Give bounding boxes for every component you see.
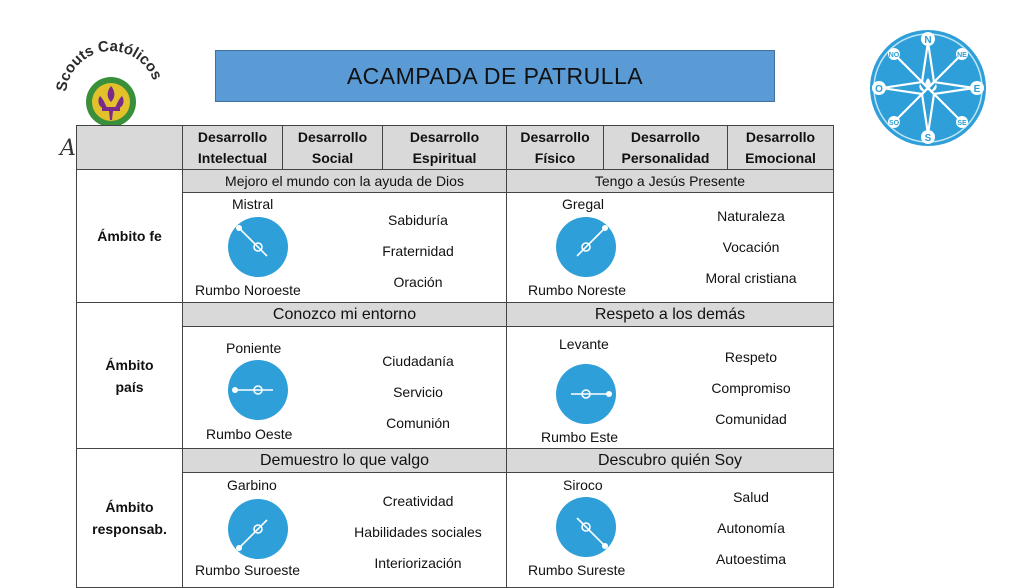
- row-label-line2: país: [115, 378, 144, 395]
- rumbo-label: Rumbo Suroeste: [195, 562, 301, 578]
- compass-northeast-icon: [555, 216, 617, 278]
- value-item: Comunidad: [715, 411, 787, 427]
- values-list: [333, 205, 503, 298]
- column-header-line2: Físico: [534, 149, 576, 166]
- value-item: Salud: [733, 489, 769, 505]
- script-fragment: A: [60, 136, 76, 161]
- values-list: [666, 342, 836, 435]
- value-item: Compromiso: [711, 380, 791, 396]
- value-item: Servicio: [393, 384, 443, 400]
- column-header: [603, 125, 728, 170]
- column-header: [382, 125, 507, 170]
- value-item: Moral cristiana: [705, 270, 797, 286]
- compass-southeast-icon: [555, 496, 617, 558]
- column-header: [282, 125, 383, 170]
- value-item: Vocación: [722, 239, 780, 255]
- row-header-pais: [76, 302, 183, 449]
- column-header-line1: Desarrollo: [630, 128, 701, 145]
- rumbo-label: Rumbo Este: [541, 429, 619, 445]
- compass-west-icon: [227, 359, 289, 421]
- values-list: [333, 346, 503, 439]
- compass-label-n: N: [924, 35, 932, 46]
- column-header-line1: Desarrollo: [520, 128, 590, 145]
- compass-northwest-icon: [227, 216, 289, 278]
- row-band-right: Descubro quién Soy: [506, 448, 834, 473]
- compass-east-icon: [555, 363, 617, 425]
- compass-label-so: SO: [888, 120, 900, 127]
- values-list: [333, 486, 503, 579]
- row-band-left: Conozco mi entorno: [182, 302, 507, 327]
- scouts-catolicos-logo: [52, 30, 170, 130]
- value-item: Comunión: [386, 415, 450, 431]
- compass-rose-icon: [868, 28, 988, 148]
- table-corner: [76, 125, 183, 170]
- wind-name: Gregal: [562, 196, 605, 212]
- row-label-line1: Ámbito: [105, 356, 154, 373]
- row-label-line1: Ámbito fe: [97, 228, 162, 244]
- column-header-line1: Desarrollo: [197, 128, 268, 145]
- row-band-left: Mejoro el mundo con la ayuda de Dios: [182, 169, 507, 193]
- value-item: Oración: [393, 274, 443, 290]
- row-label-line1: Ámbito: [105, 499, 154, 515]
- wind-name: Mistral: [232, 196, 274, 212]
- value-item: Autonomía: [717, 520, 785, 536]
- column-header-line2: Espiritual: [412, 149, 477, 166]
- row-band-right: Respeto a los demás: [506, 302, 834, 327]
- value-item: Naturaleza: [717, 208, 785, 224]
- column-header-line1: Desarrollo: [745, 128, 816, 145]
- value-item: Sabiduría: [388, 212, 448, 228]
- row-header-responsab: [76, 448, 183, 588]
- row-header-fe: [76, 169, 183, 303]
- value-item: Interiorización: [374, 555, 462, 571]
- value-item: Habilidades sociales: [354, 524, 482, 540]
- rumbo-label: Rumbo Noroeste: [195, 282, 301, 298]
- row-band-left: Demuestro lo que valgo: [182, 448, 507, 473]
- wind-name: Garbino: [227, 477, 277, 493]
- value-item: Respeto: [724, 349, 778, 365]
- compass-label-no: NO: [888, 52, 900, 59]
- column-header-line2: Social: [311, 149, 354, 166]
- rumbo-label: Rumbo Sureste: [528, 562, 626, 578]
- values-list: [666, 201, 836, 294]
- column-header-line1: Desarrollo: [297, 128, 368, 145]
- compass-southwest-icon: [227, 498, 289, 560]
- rumbo-label: Rumbo Oeste: [206, 426, 293, 442]
- value-item: Autoestima: [715, 551, 787, 567]
- column-header-line2: Emocional: [745, 149, 816, 166]
- compass-label-o: O: [875, 84, 883, 95]
- wind-name: Siroco: [563, 477, 603, 493]
- compass-label-se: SE: [957, 120, 967, 127]
- compass-label-s: S: [924, 133, 932, 144]
- column-header: [506, 125, 604, 170]
- compass-label-e: E: [973, 84, 981, 95]
- wind-name: Poniente: [226, 340, 282, 356]
- column-header-line2: Personalidad: [621, 149, 710, 166]
- wind-name: Levante: [559, 336, 609, 352]
- value-item: Creatividad: [382, 493, 454, 509]
- column-header-line1: Desarrollo: [409, 128, 480, 145]
- page-title: ACAMPADA DE PATRULLA: [215, 50, 775, 102]
- column-header-line2: Intelectual: [197, 149, 268, 166]
- value-item: Ciudadanía: [382, 353, 454, 369]
- column-header: [182, 125, 283, 170]
- row-band-right: Tengo a Jesús Presente: [506, 169, 834, 193]
- values-list: [666, 482, 836, 575]
- rumbo-label: Rumbo Noreste: [528, 282, 627, 298]
- compass-label-ne: NE: [957, 52, 967, 59]
- row-label-line2: responsab.: [92, 521, 167, 537]
- value-item: Fraternidad: [382, 243, 454, 259]
- logo-text: Scouts Católicos: [53, 37, 166, 93]
- column-header: [727, 125, 834, 170]
